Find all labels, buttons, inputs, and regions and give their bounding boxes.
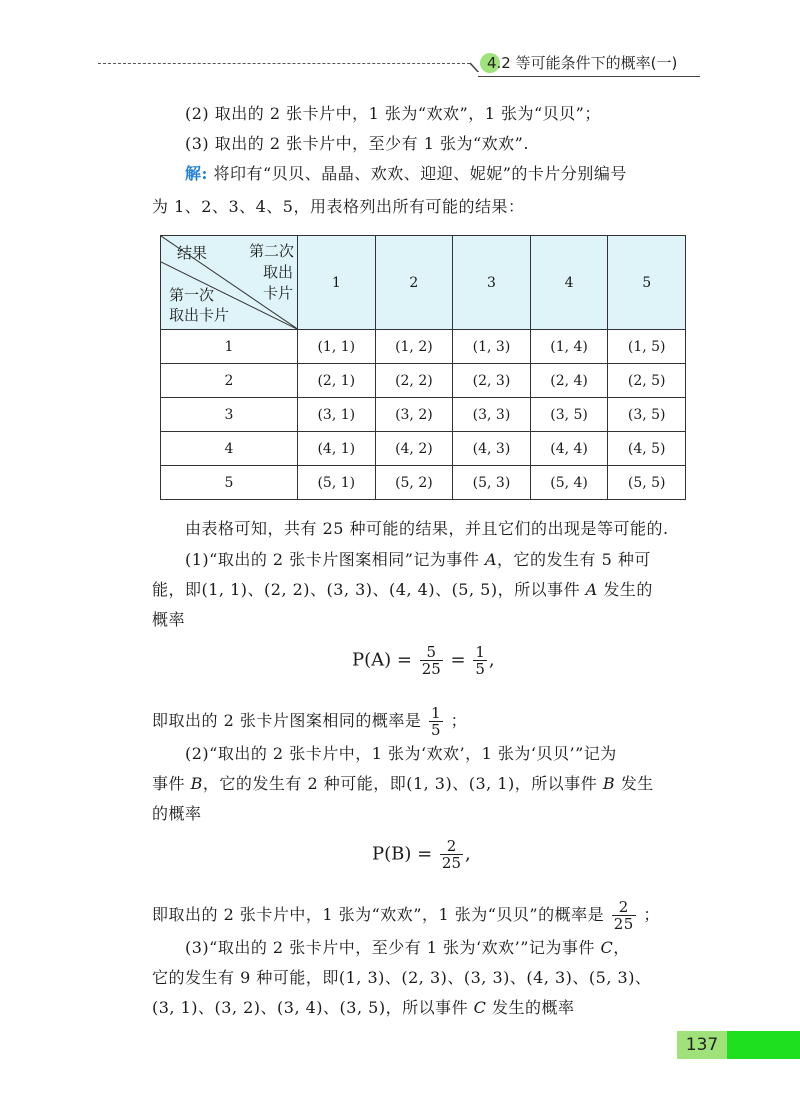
answer-1-line-2 bbox=[152, 580, 653, 600]
event-c-var: C bbox=[473, 998, 487, 1017]
fraction-numerator: 5 bbox=[426, 643, 437, 661]
answer-2-line-3: 的概率 bbox=[152, 804, 202, 823]
fraction-numerator: 1 bbox=[430, 704, 441, 722]
question-3: (3) 取出的 2 张卡片中，至少有 1 张为“欢欢”. bbox=[185, 134, 529, 153]
fraction-numerator: 1 bbox=[475, 643, 485, 661]
answer-3-line-3 bbox=[152, 998, 575, 1018]
table-cell: (5, 3) bbox=[453, 466, 531, 500]
table-cell: (5, 5) bbox=[608, 466, 686, 500]
answer-3-line-2: 它的发生有 9 种可能，即(1, 3)、(2, 3)、(3, 3)、(4, 3)、(5, 3)、 bbox=[152, 968, 652, 987]
fraction bbox=[429, 705, 443, 738]
answer-1-text: 能，即(1, 1)、(2, 2)、(3, 3)、(4, 4)、(5, 5)，所以事件 bbox=[152, 580, 586, 599]
table-cell: (4, 3) bbox=[453, 432, 531, 466]
answer-3-text: (3, 1)、(3, 2)、(3, 4)、(3, 5)，所以事件 bbox=[152, 998, 474, 1017]
fraction bbox=[473, 644, 487, 677]
table-row bbox=[161, 330, 686, 364]
table-cell: (2, 3) bbox=[453, 364, 531, 398]
event-b-var: B bbox=[190, 774, 203, 793]
table-row bbox=[161, 398, 686, 432]
answer-1-line-1 bbox=[185, 550, 651, 570]
table-cell: (3, 5) bbox=[608, 398, 686, 432]
fraction-numerator: 2 bbox=[446, 837, 457, 855]
table-cell: (1, 2) bbox=[375, 330, 453, 364]
row-label: 3 bbox=[161, 398, 298, 432]
answer-3-text: 发生的概率 bbox=[486, 998, 575, 1017]
table-cell: (1, 1) bbox=[298, 330, 376, 364]
answer-1-line-3: 概率 bbox=[152, 610, 186, 629]
fraction-denominator: 25 bbox=[421, 660, 441, 678]
conclusion-text: 即取出的 2 张卡片图案相同的概率是 bbox=[152, 711, 422, 730]
corner-label-second-3: 卡片 bbox=[263, 284, 294, 302]
section-title: 4.2 等可能条件下的概率(一) bbox=[487, 54, 678, 72]
corner-label-first-1: 第一次 bbox=[169, 286, 215, 304]
row-label: 5 bbox=[161, 466, 298, 500]
answer-2-text: 事件 bbox=[152, 774, 191, 793]
formula-pb-lhs: P(B) = bbox=[372, 843, 433, 865]
fraction bbox=[420, 644, 443, 677]
solution-text-1: 将印有“贝贝、晶晶、欢欢、迎迎、妮妮”的卡片分别编号 bbox=[213, 164, 627, 183]
fraction-denominator: 5 bbox=[430, 721, 441, 739]
semicolon: ； bbox=[450, 711, 468, 730]
answer-1-text: (1)“取出的 2 张卡片图案相同”记为事件 bbox=[185, 550, 485, 569]
solution-line-1 bbox=[185, 164, 627, 184]
table-cell: (3, 3) bbox=[453, 398, 531, 432]
header-dashed-rule bbox=[98, 63, 470, 64]
page-number: 137 bbox=[685, 1035, 719, 1055]
event-c-var: C bbox=[600, 938, 614, 957]
corner-label-second-2: 取出 bbox=[263, 263, 294, 281]
formula-comma: , bbox=[465, 843, 471, 865]
answer-2-text: ，它的发生有 2 种可能，即(1, 3)、(3, 1)，所以事件 bbox=[202, 774, 603, 793]
answer-1-text: ，它的发生有 5 种可 bbox=[497, 550, 651, 569]
answer-1-text: 发生的 bbox=[597, 580, 653, 599]
corner-label-second-1: 第二次 bbox=[249, 242, 295, 260]
answer-1-conclusion bbox=[152, 705, 467, 738]
corner-label-result: 结果 bbox=[177, 244, 208, 262]
column-header: 4 bbox=[530, 236, 608, 330]
column-header: 3 bbox=[453, 236, 531, 330]
fraction-numerator: 2 bbox=[618, 898, 629, 916]
row-label: 1 bbox=[161, 330, 298, 364]
answer-2-line-2 bbox=[152, 774, 654, 794]
table-row bbox=[161, 432, 686, 466]
page-number-bar bbox=[727, 1031, 800, 1059]
table-corner-cell bbox=[161, 236, 298, 330]
question-2: (2) 取出的 2 张卡片中，1 张为“欢欢”，1 张为“贝贝”； bbox=[185, 104, 601, 123]
event-a-var: A bbox=[484, 550, 498, 569]
answer-2-text: 发生 bbox=[615, 774, 654, 793]
answer-3-line-1 bbox=[185, 938, 630, 958]
table-cell: (4, 2) bbox=[375, 432, 453, 466]
fraction-denominator: 25 bbox=[441, 854, 462, 872]
corner-label-first-2: 取出卡片 bbox=[169, 306, 230, 324]
answer-3-text: (3)“取出的 2 张卡片中，至少有 1 张为‘欢欢’”记为事件 bbox=[185, 938, 601, 957]
fraction bbox=[440, 838, 463, 871]
table-cell: (1, 5) bbox=[608, 330, 686, 364]
fraction bbox=[612, 899, 636, 932]
table-cell: (5, 4) bbox=[530, 466, 608, 500]
formula-pb bbox=[372, 838, 471, 871]
results-table bbox=[160, 235, 686, 500]
answer-2-conclusion bbox=[152, 899, 660, 932]
table-cell: (3, 1) bbox=[298, 398, 376, 432]
solution-line-2: 为 1、2、3、4、5，用表格列出所有可能的结果： bbox=[152, 197, 525, 216]
formula-comma: , bbox=[488, 649, 495, 671]
table-row bbox=[161, 364, 686, 398]
row-label: 4 bbox=[161, 432, 298, 466]
table-row bbox=[161, 466, 686, 500]
table-cell: (4, 4) bbox=[530, 432, 608, 466]
table-cell: (3, 5) bbox=[530, 398, 608, 432]
table-cell: (4, 5) bbox=[608, 432, 686, 466]
table-cell: (2, 4) bbox=[530, 364, 608, 398]
formula-pa bbox=[352, 644, 495, 677]
table-cell: (5, 2) bbox=[375, 466, 453, 500]
event-b-var: B bbox=[602, 774, 616, 793]
table-cell: (5, 1) bbox=[298, 466, 376, 500]
formula-equals: = bbox=[450, 649, 466, 671]
column-header: 5 bbox=[608, 236, 686, 330]
table-cell: (1, 3) bbox=[453, 330, 531, 364]
fraction-denominator: 5 bbox=[475, 660, 485, 678]
fraction-denominator: 25 bbox=[613, 915, 634, 933]
row-label: 2 bbox=[161, 364, 298, 398]
table-summary: 由表格可知，共有 25 种可能的结果，并且它们的出现是等可能的. bbox=[185, 519, 669, 538]
table-cell: (4, 1) bbox=[298, 432, 376, 466]
semicolon: ； bbox=[643, 905, 660, 924]
table-cell: (3, 2) bbox=[375, 398, 453, 432]
conclusion-text: 即取出的 2 张卡片中，1 张为“欢欢”，1 张为“贝贝”的概率是 bbox=[152, 905, 605, 924]
table-cell: (1, 4) bbox=[530, 330, 608, 364]
table-header-row bbox=[161, 236, 686, 330]
solution-label: 解: bbox=[185, 164, 208, 183]
event-a-var: A bbox=[585, 580, 598, 599]
answer-3-text: ， bbox=[613, 938, 630, 957]
table-cell: (2, 5) bbox=[608, 364, 686, 398]
answer-2-line-1: (2)“取出的 2 张卡片中，1 张为‘欢欢’，1 张为‘贝贝’”记为 bbox=[185, 744, 617, 763]
column-header: 1 bbox=[298, 236, 376, 330]
column-header: 2 bbox=[375, 236, 453, 330]
formula-pa-lhs: P(A) = bbox=[352, 649, 412, 671]
table-cell: (2, 2) bbox=[375, 364, 453, 398]
table-cell: (2, 1) bbox=[298, 364, 376, 398]
